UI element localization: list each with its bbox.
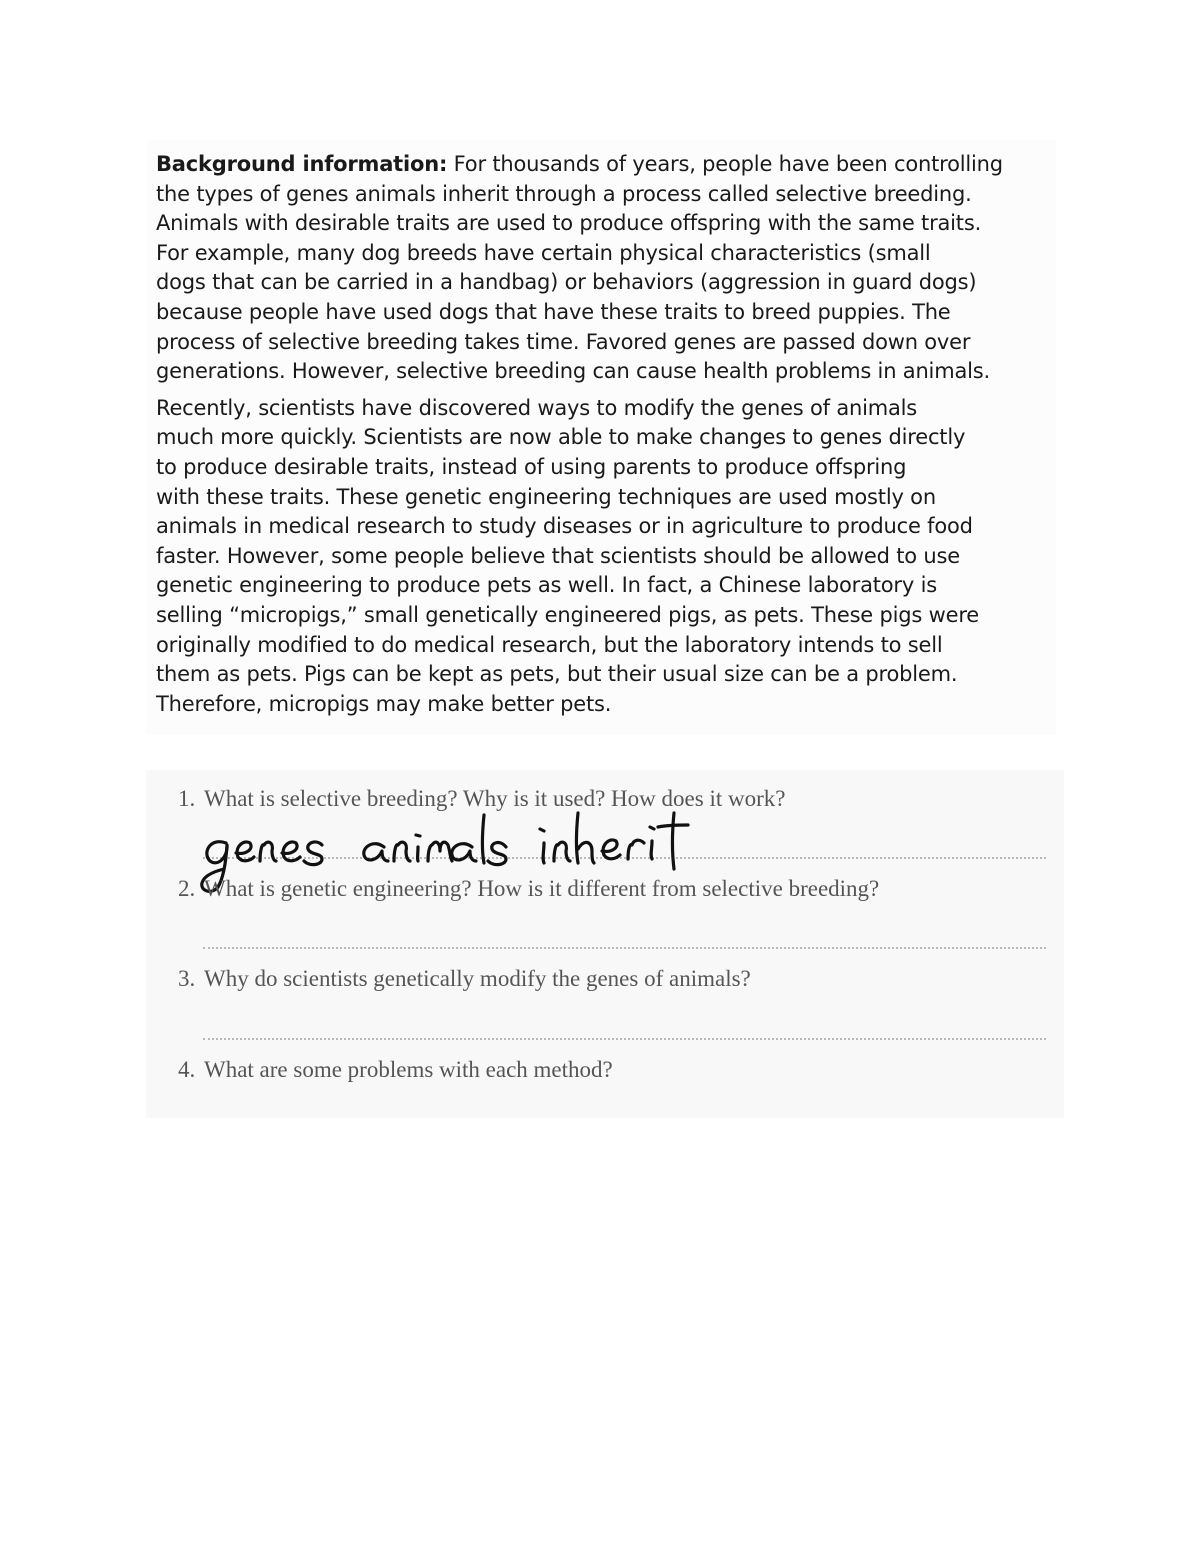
- background-heading: Background information:: [156, 152, 448, 176]
- question-number: 4.: [178, 1057, 196, 1082]
- background-line-1: Background information: For thousands of years, people have been controlling: [156, 152, 1003, 176]
- background-line: Animals with desirable traits are used to produce offspring with the same traits.: [156, 211, 982, 236]
- background-line: For example, many dog breeds have certain physical characteristics (small: [156, 240, 931, 265]
- question-text: What is selective breeding? Why is it used? How does it work?: [204, 786, 786, 811]
- background-line: generations. However, selective breeding can cause health problems in animals.: [156, 359, 990, 384]
- background-line: process of selective breeding takes time. Favored genes are passed down over: [156, 329, 971, 354]
- question-number: 1.: [178, 786, 196, 811]
- background-line: Recently, scientists have discovered ways to modify the genes of animals: [156, 395, 918, 420]
- background-line: the types of genes animals inherit through a process called selective breeding.: [156, 181, 972, 206]
- background-line: faster. However, some people believe that scientists should be allowed to use: [156, 543, 960, 568]
- paragraph-gap: [156, 387, 1056, 394]
- background-line: much more quickly. Scientists are now able to make changes to genes directly: [156, 425, 966, 450]
- background-information: [156, 150, 1056, 719]
- question-text: What is genetic engineering? How is it different from selective breeding?: [204, 876, 880, 901]
- question-number: 2.: [178, 876, 196, 901]
- question-2: [178, 876, 879, 902]
- background-line: Therefore, micropigs may make better pets.: [156, 691, 612, 716]
- answer-line-3[interactable]: [203, 1038, 1046, 1040]
- question-number: 3.: [178, 966, 196, 991]
- background-line: genetic engineering to produce pets as well. In fact, a Chinese laboratory is: [156, 573, 937, 598]
- background-line: selling “micropigs,” small genetically engineered pigs, as pets. These pigs were: [156, 602, 980, 627]
- background-line: because people have used dogs that have these traits to breed puppies. The: [156, 299, 951, 324]
- background-line: them as pets. Pigs can be kept as pets, but their usual size can be a problem.: [156, 662, 958, 687]
- background-line: with these traits. These genetic engineering techniques are used mostly on: [156, 484, 936, 509]
- question-text: What are some problems with each method?: [204, 1057, 613, 1082]
- background-line: animals in medical research to study diseases or in agriculture to produce food: [156, 514, 973, 539]
- answer-line-2[interactable]: [203, 947, 1046, 949]
- question-3: [178, 966, 751, 992]
- question-text: Why do scientists genetically modify the genes of animals?: [204, 966, 751, 991]
- background-line: to produce desirable traits, instead of using parents to produce offspring: [156, 454, 907, 479]
- background-line: originally modified to do medical research, but the laboratory intends to sell: [156, 632, 943, 657]
- question-4: [178, 1057, 613, 1083]
- background-line: dogs that can be carried in a handbag) or behaviors (aggression in guard dogs): [156, 270, 977, 295]
